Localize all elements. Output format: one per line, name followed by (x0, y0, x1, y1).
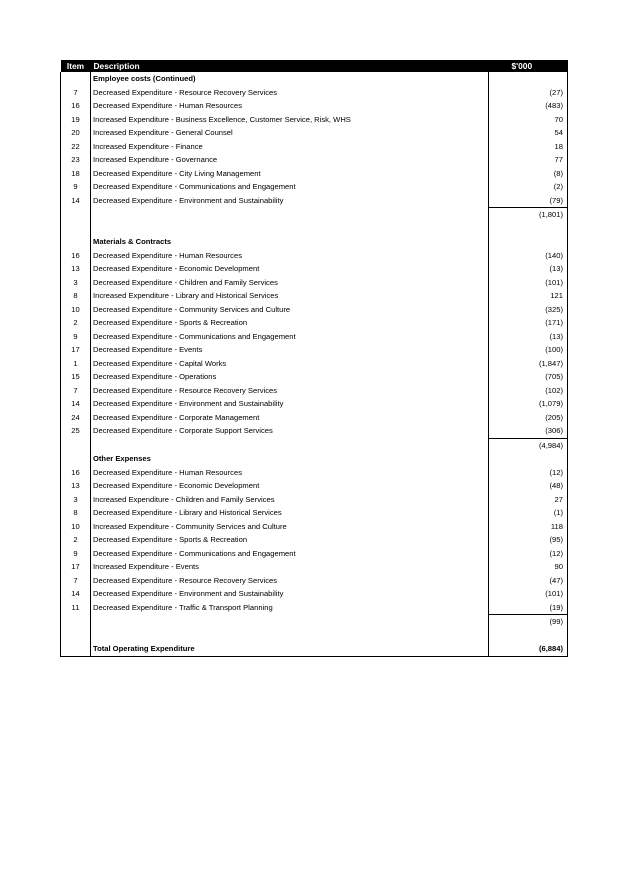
item-number: 25 (61, 424, 91, 438)
section-heading-row (61, 235, 568, 249)
row-amount: 70 (489, 113, 568, 127)
row-amount: (48) (489, 479, 568, 493)
row-description: Decreased Expenditure - Sports & Recreation (91, 316, 489, 330)
table-row (61, 249, 568, 263)
subtotal-amount: (4,984) (489, 438, 568, 452)
subtotal-row (61, 208, 568, 222)
item-number: 8 (61, 289, 91, 303)
table-row (61, 506, 568, 520)
row-description: Decreased Expenditure - Economic Development (91, 479, 489, 493)
table-row (61, 520, 568, 534)
total-row (61, 642, 568, 656)
row-amount: (171) (489, 316, 568, 330)
item-number: 24 (61, 411, 91, 425)
item-number: 7 (61, 384, 91, 398)
table-row (61, 370, 568, 384)
row-amount: 121 (489, 289, 568, 303)
item-number: 16 (61, 99, 91, 113)
table-row (61, 194, 568, 208)
description-cell (91, 222, 489, 236)
table-row (61, 153, 568, 167)
section-title: Other Expenses (91, 452, 489, 466)
operating-expenditure-table (60, 60, 568, 657)
item-number: 10 (61, 303, 91, 317)
row-description: Increased Expenditure - Business Excellence, Customer Service, Risk, WHS (91, 113, 489, 127)
row-amount: (100) (489, 343, 568, 357)
table-header-row (61, 60, 568, 72)
row-amount: (483) (489, 99, 568, 113)
table-row (61, 424, 568, 438)
description-cell (91, 438, 489, 452)
table-row (61, 343, 568, 357)
item-cell (61, 208, 91, 222)
row-description: Decreased Expenditure - Community Services and Culture (91, 303, 489, 317)
row-description: Decreased Expenditure - Library and Historical Services (91, 506, 489, 520)
row-description: Decreased Expenditure - Economic Development (91, 262, 489, 276)
item-number: 18 (61, 167, 91, 181)
table-row (61, 493, 568, 507)
header-item: Item (61, 60, 91, 72)
row-description: Decreased Expenditure - Human Resources (91, 249, 489, 263)
item-number: 7 (61, 574, 91, 588)
table-row (61, 167, 568, 181)
table-row (61, 99, 568, 113)
amount-cell (489, 222, 568, 236)
item-cell (61, 438, 91, 452)
row-description: Increased Expenditure - Events (91, 560, 489, 574)
row-description: Decreased Expenditure - Human Resources (91, 99, 489, 113)
row-amount: (325) (489, 303, 568, 317)
row-description: Decreased Expenditure - Traffic & Transport Planning (91, 601, 489, 615)
row-amount: (1,079) (489, 397, 568, 411)
row-amount: 118 (489, 520, 568, 534)
item-number: 2 (61, 533, 91, 547)
item-number: 9 (61, 547, 91, 561)
table-row (61, 289, 568, 303)
table-row (61, 113, 568, 127)
item-number: 14 (61, 397, 91, 411)
table-row (61, 466, 568, 480)
table-row (61, 262, 568, 276)
row-amount: (705) (489, 370, 568, 384)
table-row (61, 411, 568, 425)
row-description: Decreased Expenditure - Corporate Management (91, 411, 489, 425)
table-row (61, 180, 568, 194)
row-amount: (2) (489, 180, 568, 194)
row-amount: 27 (489, 493, 568, 507)
table-row (61, 397, 568, 411)
item-number: 16 (61, 466, 91, 480)
item-cell (61, 452, 91, 466)
item-number: 20 (61, 126, 91, 140)
table-row (61, 86, 568, 100)
row-description: Decreased Expenditure - Operations (91, 370, 489, 384)
row-amount: (102) (489, 384, 568, 398)
amount-cell (489, 235, 568, 249)
item-number: 17 (61, 343, 91, 357)
table-row (61, 547, 568, 561)
row-description: Increased Expenditure - Children and Family Services (91, 493, 489, 507)
table-row (61, 587, 568, 601)
item-number: 14 (61, 587, 91, 601)
table-row (61, 330, 568, 344)
row-amount: (19) (489, 601, 568, 615)
table-row (61, 601, 568, 615)
item-number: 14 (61, 194, 91, 208)
row-description: Increased Expenditure - Community Services and Culture (91, 520, 489, 534)
row-amount: 77 (489, 153, 568, 167)
row-amount: (1) (489, 506, 568, 520)
row-description: Decreased Expenditure - Children and Family Services (91, 276, 489, 290)
table-row (61, 560, 568, 574)
row-amount: (13) (489, 330, 568, 344)
item-number: 7 (61, 86, 91, 100)
table-row (61, 533, 568, 547)
row-amount: (205) (489, 411, 568, 425)
item-number: 8 (61, 506, 91, 520)
row-description: Decreased Expenditure - Human Resources (91, 466, 489, 480)
amount-cell (489, 72, 568, 86)
row-amount: (101) (489, 276, 568, 290)
item-number: 22 (61, 140, 91, 154)
row-description: Decreased Expenditure - Resource Recovery Services (91, 574, 489, 588)
spacer-row (61, 629, 568, 643)
subtotal-row (61, 438, 568, 452)
item-number: 10 (61, 520, 91, 534)
row-amount: (140) (489, 249, 568, 263)
row-amount: (12) (489, 466, 568, 480)
row-amount: (8) (489, 167, 568, 181)
table-row (61, 303, 568, 317)
row-description: Decreased Expenditure - Capital Works (91, 357, 489, 371)
header-amount: $'000 (489, 60, 568, 72)
item-number: 23 (61, 153, 91, 167)
table-row (61, 316, 568, 330)
row-amount: (79) (489, 194, 568, 208)
row-amount: (12) (489, 547, 568, 561)
amount-cell (489, 452, 568, 466)
amount-cell (489, 629, 568, 643)
row-description: Increased Expenditure - Finance (91, 140, 489, 154)
section-title: Employee costs (Continued) (91, 72, 489, 86)
row-description: Decreased Expenditure - Environment and Sustainability (91, 397, 489, 411)
row-description: Decreased Expenditure - Communications and Engagement (91, 180, 489, 194)
row-description: Increased Expenditure - Library and Historical Services (91, 289, 489, 303)
section-title: Materials & Contracts (91, 235, 489, 249)
item-number: 3 (61, 493, 91, 507)
item-number: 9 (61, 330, 91, 344)
row-description: Decreased Expenditure - Communications and Engagement (91, 547, 489, 561)
item-cell (61, 72, 91, 86)
table-row (61, 276, 568, 290)
table-row (61, 140, 568, 154)
item-number: 16 (61, 249, 91, 263)
table-row (61, 574, 568, 588)
item-number: 13 (61, 479, 91, 493)
item-number: 13 (61, 262, 91, 276)
row-amount: 54 (489, 126, 568, 140)
row-amount: 18 (489, 140, 568, 154)
item-cell (61, 642, 91, 656)
item-cell (61, 222, 91, 236)
item-number: 11 (61, 601, 91, 615)
row-amount: 90 (489, 560, 568, 574)
row-description: Decreased Expenditure - Resource Recovery Services (91, 86, 489, 100)
row-description: Decreased Expenditure - Events (91, 343, 489, 357)
subtotal-row (61, 615, 568, 629)
header-description: Description (91, 60, 489, 72)
table-body (61, 72, 568, 656)
table-row (61, 479, 568, 493)
budget-table-container (60, 60, 567, 657)
description-cell (91, 629, 489, 643)
row-description: Decreased Expenditure - Sports & Recreation (91, 533, 489, 547)
row-amount: (27) (489, 86, 568, 100)
section-heading-row (61, 452, 568, 466)
item-number: 2 (61, 316, 91, 330)
item-number: 19 (61, 113, 91, 127)
row-description: Decreased Expenditure - Corporate Support Services (91, 424, 489, 438)
item-number: 1 (61, 357, 91, 371)
item-number: 3 (61, 276, 91, 290)
total-amount: (6,884) (489, 642, 568, 656)
table-row (61, 126, 568, 140)
row-amount: (95) (489, 533, 568, 547)
section-heading-row (61, 72, 568, 86)
item-cell (61, 615, 91, 629)
table-row (61, 384, 568, 398)
row-amount: (101) (489, 587, 568, 601)
row-amount: (13) (489, 262, 568, 276)
table-row (61, 357, 568, 371)
subtotal-amount: (99) (489, 615, 568, 629)
item-cell (61, 235, 91, 249)
total-label: Total Operating Expenditure (91, 642, 489, 656)
description-cell (91, 615, 489, 629)
row-description: Decreased Expenditure - Environment and Sustainability (91, 587, 489, 601)
row-description: Increased Expenditure - Governance (91, 153, 489, 167)
row-description: Decreased Expenditure - City Living Management (91, 167, 489, 181)
row-amount: (1,847) (489, 357, 568, 371)
description-cell (91, 208, 489, 222)
row-amount: (306) (489, 424, 568, 438)
subtotal-amount: (1,801) (489, 208, 568, 222)
row-description: Decreased Expenditure - Environment and Sustainability (91, 194, 489, 208)
item-cell (61, 629, 91, 643)
row-description: Decreased Expenditure - Resource Recovery Services (91, 384, 489, 398)
row-description: Increased Expenditure - General Counsel (91, 126, 489, 140)
item-number: 17 (61, 560, 91, 574)
row-description: Decreased Expenditure - Communications and Engagement (91, 330, 489, 344)
row-amount: (47) (489, 574, 568, 588)
item-number: 15 (61, 370, 91, 384)
item-number: 9 (61, 180, 91, 194)
spacer-row (61, 222, 568, 236)
